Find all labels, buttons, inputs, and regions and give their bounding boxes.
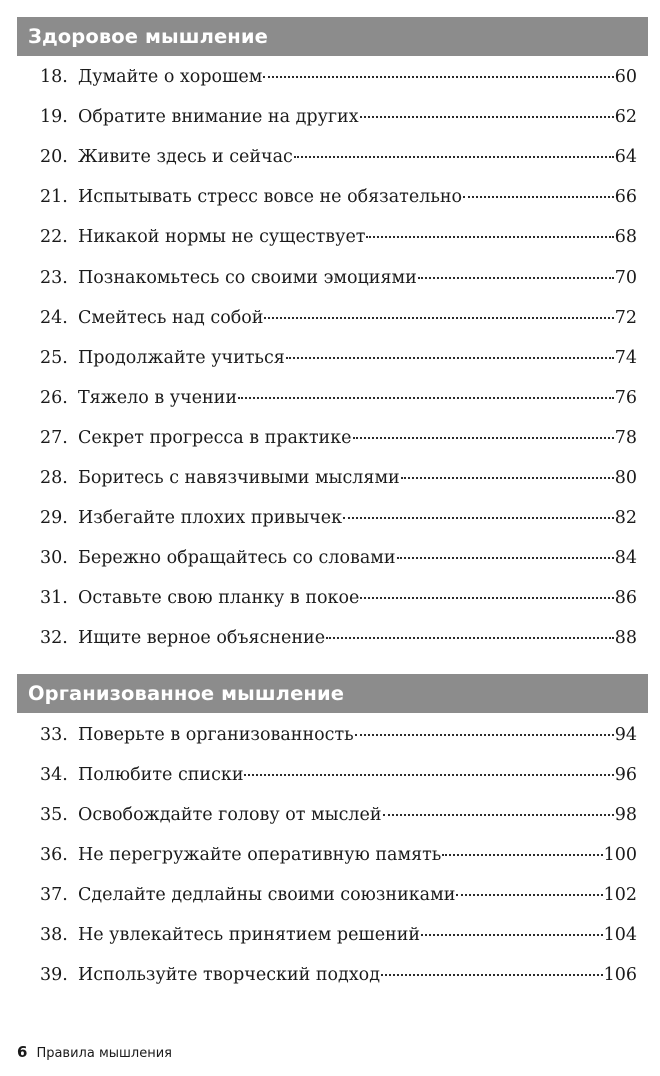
toc-entry bbox=[40, 463, 637, 493]
toc-entry bbox=[40, 182, 637, 212]
toc-dot-leader bbox=[264, 315, 613, 319]
toc-dot-leader bbox=[343, 515, 614, 519]
toc-entry-page: 88 bbox=[614, 628, 637, 649]
toc-entry bbox=[40, 583, 637, 613]
toc-dot-leader bbox=[244, 772, 613, 776]
toc-entry-title: Никакой нормы не существует bbox=[78, 227, 366, 248]
toc-entry-title: Полюбите списки bbox=[78, 765, 244, 785]
toc-entry-number: 32. bbox=[40, 628, 68, 649]
toc-entry-page: 64 bbox=[614, 147, 637, 168]
footer-page-number: 6 bbox=[17, 1043, 28, 1061]
toc-entry bbox=[40, 142, 637, 172]
toc-entry bbox=[40, 760, 637, 790]
toc-entry-number: 33. bbox=[40, 725, 68, 745]
toc-entry-page: 78 bbox=[614, 427, 637, 448]
section-header-healthy-thinking: Здоровое мышление bbox=[17, 17, 648, 56]
toc-entry bbox=[40, 303, 637, 333]
toc-entry bbox=[40, 623, 637, 653]
toc-entry-page: 70 bbox=[614, 267, 637, 288]
toc-entry-title: Секрет прогресса в практике bbox=[78, 427, 352, 448]
toc-dot-leader bbox=[326, 635, 614, 639]
toc-entry-number: 18. bbox=[40, 67, 68, 87]
toc-entry-title: Тяжело в учении bbox=[78, 387, 238, 408]
toc-entry bbox=[40, 800, 637, 830]
toc-entry bbox=[40, 343, 637, 373]
toc-entry-title: Познакомьтесь со своими эмоциями bbox=[78, 267, 417, 288]
toc-entry-page: 94 bbox=[614, 725, 637, 745]
toc-entry bbox=[40, 543, 637, 573]
toc-entry-title: Не перегружайте оперативную память bbox=[78, 845, 442, 865]
toc-dot-leader bbox=[381, 972, 603, 976]
toc-entry-number: 19. bbox=[40, 107, 68, 128]
toc-entry bbox=[40, 880, 637, 910]
toc-entry-number: 35. bbox=[40, 805, 68, 825]
toc-entry-page: 72 bbox=[614, 307, 637, 328]
toc-entry bbox=[40, 503, 637, 533]
toc-entry-page: 80 bbox=[614, 468, 637, 488]
toc-dot-leader bbox=[360, 595, 613, 599]
toc-entry-number: 29. bbox=[40, 508, 68, 529]
toc-entry-number: 27. bbox=[40, 427, 68, 448]
toc-entry-title: Бережно обращайтесь со словами bbox=[78, 548, 396, 569]
toc-entry-page: 66 bbox=[614, 187, 637, 208]
toc-dot-leader bbox=[366, 234, 613, 238]
toc-entry-title: Не увлекайтесь принятием решений bbox=[78, 925, 421, 945]
toc-dot-leader bbox=[463, 194, 614, 198]
toc-entry bbox=[40, 62, 637, 92]
toc-dot-leader bbox=[401, 475, 614, 479]
toc-dot-leader bbox=[360, 114, 614, 118]
toc-entry bbox=[40, 840, 637, 870]
toc-entry-page: 98 bbox=[614, 805, 637, 825]
toc-dot-leader bbox=[456, 892, 602, 896]
toc-entry-number: 24. bbox=[40, 307, 68, 328]
toc-dot-leader bbox=[421, 932, 603, 936]
toc-entry-number: 30. bbox=[40, 548, 68, 569]
toc-entry-number: 38. bbox=[40, 925, 68, 945]
toc-entry-page: 106 bbox=[603, 965, 637, 985]
toc-entry-title: Освобождайте голову от мыслей bbox=[78, 805, 382, 825]
toc-entry-number: 34. bbox=[40, 765, 68, 785]
toc-entry-title: Поверьте в организованность bbox=[78, 725, 354, 745]
toc-entry-page: 82 bbox=[614, 508, 637, 529]
toc-entry-page: 84 bbox=[614, 548, 637, 569]
toc-entry-number: 39. bbox=[40, 965, 68, 985]
toc-entry bbox=[40, 960, 637, 990]
toc-entry-title: Сделайте дедлайны своими союзниками bbox=[78, 885, 456, 905]
page-footer bbox=[17, 1041, 172, 1063]
toc-entry-page: 62 bbox=[614, 107, 637, 128]
toc-entry-number: 37. bbox=[40, 885, 68, 905]
toc-entry-title: Продолжайте учиться bbox=[78, 347, 285, 368]
toc-entry-page: 86 bbox=[614, 588, 637, 609]
toc-entry-title: Боритесь с навязчивыми мыслями bbox=[78, 468, 400, 488]
toc-entry-title: Используйте творческий подход bbox=[78, 965, 380, 985]
toc-entry bbox=[40, 222, 637, 252]
toc-dot-leader bbox=[418, 275, 614, 279]
toc-entry-number: 21. bbox=[40, 187, 68, 208]
toc-entry-number: 22. bbox=[40, 227, 68, 248]
toc-dot-leader bbox=[397, 555, 614, 559]
toc-entry-page: 100 bbox=[603, 845, 637, 865]
toc-entry-title: Обратите внимание на других bbox=[78, 107, 359, 128]
toc-entry-number: 28. bbox=[40, 468, 68, 488]
toc-entry-page: 74 bbox=[614, 347, 637, 368]
toc-entry bbox=[40, 720, 637, 750]
toc-dot-leader bbox=[355, 732, 614, 736]
toc-entry bbox=[40, 102, 637, 132]
toc-entry-title: Избегайте плохих привычек bbox=[78, 508, 343, 529]
toc-dot-leader bbox=[294, 154, 614, 158]
toc-dot-leader bbox=[238, 395, 614, 399]
toc-entry-title: Думайте о хорошем bbox=[78, 67, 263, 87]
toc-entry-title: Испытывать стресс вовсе не обязательно bbox=[78, 187, 463, 208]
section-header-organized-thinking: Организованное мышление bbox=[17, 674, 648, 713]
toc-entry-number: 25. bbox=[40, 347, 68, 368]
toc-entry-page: 60 bbox=[614, 67, 637, 87]
toc-entry-title: Оставьте свою планку в покое bbox=[78, 588, 360, 609]
toc-dot-leader bbox=[263, 74, 613, 78]
toc-entry-number: 31. bbox=[40, 588, 68, 609]
toc-entry-number: 36. bbox=[40, 845, 68, 865]
toc-entry-title: Ищите верное объяснение bbox=[78, 628, 326, 649]
toc-entry-title: Живите здесь и сейчас bbox=[78, 147, 293, 168]
toc-dot-leader bbox=[286, 355, 614, 359]
toc-entry-page: 76 bbox=[614, 387, 637, 408]
toc-dot-leader bbox=[383, 812, 614, 816]
toc-entry-page: 68 bbox=[614, 227, 637, 248]
toc-entry-page: 96 bbox=[614, 765, 637, 785]
toc-entry-number: 23. bbox=[40, 267, 68, 288]
toc-entry-title: Смейтесь над собой bbox=[78, 307, 264, 328]
toc-entry-page: 104 bbox=[603, 925, 637, 945]
toc-entry-number: 26. bbox=[40, 387, 68, 408]
toc-entry bbox=[40, 920, 637, 950]
toc-entry-number: 20. bbox=[40, 147, 68, 168]
toc-entry bbox=[40, 423, 637, 453]
toc-entry bbox=[40, 263, 637, 293]
toc-entry-page: 102 bbox=[603, 885, 637, 905]
toc-dot-leader bbox=[442, 852, 602, 856]
toc-dot-leader bbox=[353, 435, 614, 439]
toc-entry bbox=[40, 383, 637, 413]
footer-book-title: Правила мышления bbox=[36, 1046, 172, 1061]
